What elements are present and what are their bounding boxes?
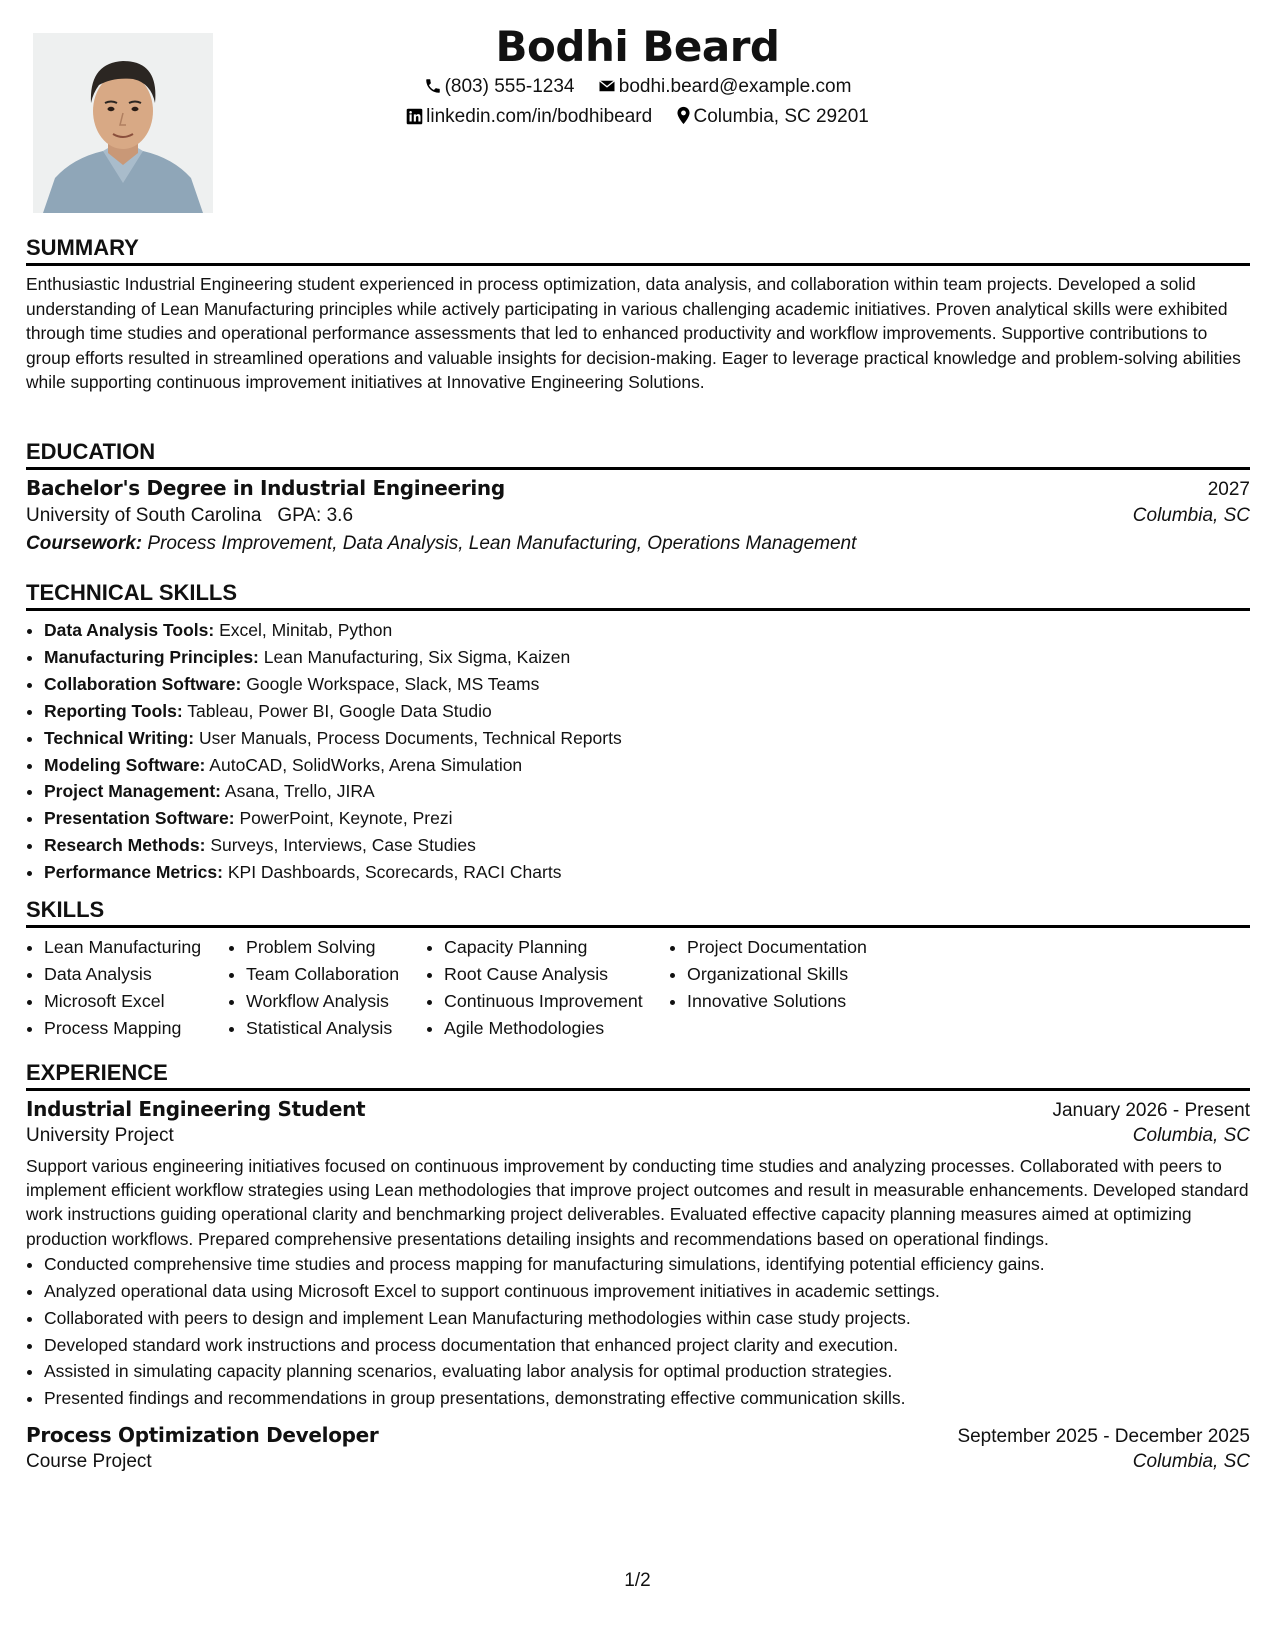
skill-item: • Innovative Solutions (687, 988, 929, 1015)
linkedin-text: linkedin.com/in/bodhibeard (426, 106, 653, 127)
skill-item: • Team Collaboration (246, 961, 426, 988)
school-location: Columbia, SC (1132, 505, 1250, 526)
skill-item: • Capacity Planning (444, 934, 669, 961)
technical-skill-value: Asana, Trello, JIRA (224, 781, 375, 802)
technical-skill-label: Collaboration Software: (44, 673, 242, 694)
education-row-2 (26, 505, 1250, 527)
job-1-role: Industrial Engineering Student (26, 1097, 366, 1121)
technical-skill-value: Lean Manufacturing, Six Sigma, Kaizen (263, 646, 571, 667)
email-text: bodhi.beard@example.com (618, 76, 852, 97)
education-heading: EDUCATION (26, 438, 1250, 470)
job-2-org: Course Project (26, 1451, 152, 1473)
job-1-subheader (26, 1125, 1250, 1147)
technical-skill-item (44, 832, 1250, 859)
technical-skill-value: User Manuals, Process Documents, Technical Reports (198, 727, 622, 748)
job-2-subheader (26, 1451, 1250, 1473)
summary-section (26, 234, 1250, 395)
skill-item: • Root Cause Analysis (444, 961, 669, 988)
job-1-bullets (26, 1251, 1250, 1412)
technical-skill-label: Research Methods: (44, 835, 206, 856)
skills-grid (26, 934, 1250, 1042)
skills-column (669, 934, 929, 1042)
technical-skill-item (44, 698, 1250, 725)
skill-item: • Continuous Improvement (444, 988, 669, 1015)
graduation-year: 2027 (1207, 479, 1250, 500)
contact-row-2 (0, 106, 1275, 128)
school-info (26, 505, 353, 527)
skill-item: • Project Documentation (687, 934, 929, 961)
technical-skill-item (44, 752, 1250, 779)
map-pin-icon (676, 106, 691, 125)
technical-skill-item (44, 859, 1250, 886)
technical-skill-label: Modeling Software: (44, 754, 206, 775)
technical-skill-item (44, 617, 1250, 644)
candidate-name: Bodhi Beard (495, 22, 780, 71)
job-1-bullet: • Analyzed operational data using Microsoft Excel to support continuous improvement initiatives in academic settings. (44, 1278, 1250, 1305)
summary-heading: SUMMARY (26, 234, 1250, 266)
technical-skill-label: Project Management: (44, 781, 221, 802)
job-2-header (26, 1423, 1250, 1448)
technical-skills-list (26, 617, 1250, 886)
skill-item: • Process Mapping (44, 1015, 228, 1042)
job-1-org: University Project (26, 1125, 174, 1146)
skill-item: • Workflow Analysis (246, 988, 426, 1015)
education-row-1 (26, 476, 1250, 501)
skills-column (26, 934, 228, 1042)
coursework-text: Process Improvement, Data Analysis, Lean Manufacturing, Operations Management (147, 533, 857, 554)
experience-section (26, 1059, 1250, 1473)
technical-skill-label: Presentation Software: (44, 808, 235, 829)
technical-skill-label: Reporting Tools: (44, 700, 183, 721)
technical-skill-value: AutoCAD, SolidWorks, Arena Simulation (209, 754, 523, 775)
job-1-bullet: • Presented findings and recommendations in group presentations, demonstrating effective communication skills. (44, 1385, 1250, 1412)
skill-item: • Statistical Analysis (246, 1015, 426, 1042)
technical-skill-value: KPI Dashboards, Scorecards, RACI Charts (227, 862, 562, 883)
technical-skill-label: Technical Writing: (44, 727, 195, 748)
job-1-location: Columbia, SC (1132, 1125, 1250, 1146)
skills-heading: SKILLS (26, 896, 1250, 928)
technical-skill-label: Performance Metrics: (44, 862, 223, 883)
phone-icon (424, 77, 442, 95)
job-1-header (26, 1097, 1250, 1122)
summary-text: Enthusiastic Industrial Engineering student experienced in process optimization, data analysis, and collaboration within team projects. Developed a solid understanding of Lean Manufacturing principles while actively participating in various challenging academic initiatives. Proven analytical skills were exhibited through time studies and operational performance assessments that led to enhanced productivity and workflow improvements. Supportive contributions to group efforts resulted in streamlined operations and valuable insights for decision-making. Eager to leverage practical knowledge and problem-solving abilities while supporting continuous improvement initiatives at Innovative Engineering Solutions. (26, 274, 1241, 393)
skill-item: • Problem Solving (246, 934, 426, 961)
school-name: University of South Carolina (26, 505, 262, 526)
technical-skill-value: PowerPoint, Keynote, Prezi (239, 808, 453, 829)
envelope-icon (598, 77, 616, 95)
education-section (26, 438, 1250, 555)
skill-item: • Data Analysis (44, 961, 228, 988)
technical-skill-value: Excel, Minitab, Python (219, 620, 393, 640)
job-1-bullet: • Assisted in simulating capacity planning scenarios, evaluating labor analysis for optimal production strategies. (44, 1358, 1250, 1385)
job-2-dates: September 2025 - December 2025 (957, 1426, 1250, 1448)
location-text: Columbia, SC 29201 (693, 106, 869, 127)
phone-text: (803) 555-1234 (444, 76, 575, 97)
technical-skill-value: Google Workspace, Slack, MS Teams (246, 673, 540, 694)
contact-row-1 (0, 76, 1275, 98)
skill-item: • Lean Manufacturing (44, 934, 228, 961)
technical-skill-item (44, 805, 1250, 832)
phone-contact[interactable] (424, 76, 575, 98)
job-entry-1 (26, 1097, 1250, 1412)
degree-title: Bachelor's Degree in Industrial Engineering (26, 476, 505, 500)
technical-skills-heading: TECHNICAL SKILLS (26, 579, 1250, 611)
job-1-dates: January 2026 - Present (1052, 1100, 1250, 1121)
location-contact (676, 106, 869, 128)
technical-skill-label: Data Analysis Tools: (44, 620, 215, 640)
experience-heading: EXPERIENCE (26, 1059, 1250, 1091)
linkedin-contact[interactable] (406, 106, 652, 128)
technical-skill-item (44, 778, 1250, 805)
skills-column (426, 934, 669, 1042)
skills-section (26, 896, 1250, 1042)
technical-skill-value: Tableau, Power BI, Google Data Studio (187, 700, 492, 721)
job-2-location: Columbia, SC (1132, 1451, 1250, 1473)
email-contact[interactable] (598, 76, 852, 98)
job-entry-2 (26, 1423, 1250, 1473)
technical-skill-item (44, 644, 1250, 671)
coursework-line (26, 533, 1250, 555)
skill-item: • Microsoft Excel (44, 988, 228, 1015)
page-number: 1/2 (624, 1570, 651, 1591)
coursework-label: Coursework: (26, 533, 143, 554)
job-1-bullet: • Conducted comprehensive time studies and process mapping for manufacturing simulations, identifying potential efficiency gains. (44, 1251, 1250, 1278)
technical-skill-value: Surveys, Interviews, Case Studies (210, 835, 476, 856)
job-1-bullet: • Collaborated with peers to design and implement Lean Manufacturing methodologies within case study projects. (44, 1305, 1250, 1332)
linkedin-icon (406, 108, 423, 125)
job-1-bullet: • Developed standard work instructions and process documentation that enhanced project clarity and execution. (44, 1332, 1250, 1359)
technical-skill-label: Manufacturing Principles: (44, 646, 259, 667)
gpa: GPA: 3.6 (277, 505, 354, 526)
skills-column (228, 934, 426, 1042)
technical-skill-item (44, 725, 1250, 752)
technical-skill-item (44, 671, 1250, 698)
job-2-role: Process Optimization Developer (26, 1423, 379, 1448)
job-1-description: Support various engineering initiatives focused on continuous improvement by conducting time studies and analyzing processes. Collaborated with peers to implement efficient workflow strategies using Lean methodologies that improve project outcomes and result in measurable enhancements. Developed standard work instructions guiding operational clarity and benchmarking project deliverables. Evaluated effective capacity planning measures aimed at optimizing production workflows. Prepared comprehensive presentations detailing insights and recommendations based on operational findings. (26, 1156, 1249, 1249)
technical-skills-section (26, 579, 1250, 886)
skill-item: • Agile Methodologies (444, 1015, 669, 1042)
skill-item: • Organizational Skills (687, 961, 929, 988)
